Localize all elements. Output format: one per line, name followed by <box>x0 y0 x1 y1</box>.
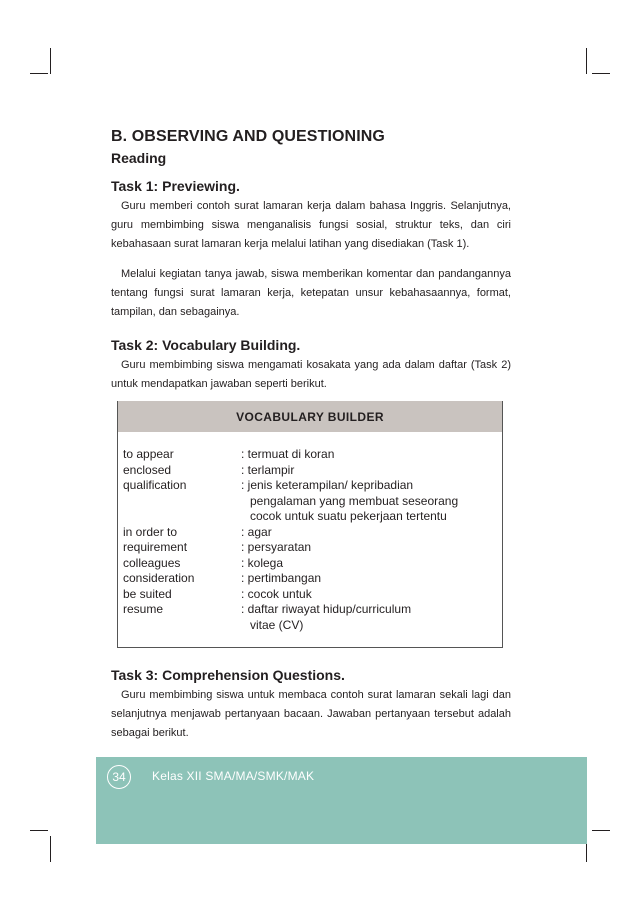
task1-paragraph1: Guru memberi contoh surat lamaran kerja dalam bahasa Inggris. Selanjutnya, guru membimbing siswa menganalisis fungsi sosial, struktur teks, dan ciri kebahasaan surat lamaran kerja melalui latihan yang disediakan (Task 1). <box>111 200 511 250</box>
vocab-definition-text: : daftar riwayat hidup/curriculum <box>241 602 412 616</box>
vocab-definition-text: : agar <box>241 524 272 539</box>
vocab-definition-continued: pengalaman yang membuat seseorang <box>250 493 459 508</box>
vocab-definition-continued: vitae (CV) <box>250 617 304 632</box>
vocab-definition <box>241 556 502 572</box>
task1-label: Task 1: <box>111 178 159 194</box>
task3-name: Comprehension Questions. <box>162 667 345 683</box>
vocab-definition-text: : kolega <box>241 555 284 570</box>
task1-paragraph2: Melalui kegiatan tanya jawab, siswa memberikan komentar dan pandangannya tentang fungsi surat lamaran kerja, ketepatan unsur kebahasaannya, format, tampilan, dan sebagainya. <box>111 268 511 318</box>
vocabulary-list <box>118 432 502 633</box>
vocab-definition <box>241 571 502 587</box>
vocab-row <box>118 463 502 479</box>
vocab-term: be suited <box>123 586 172 601</box>
vocab-definition-text: : jenis keterampilan/ kepribadian <box>241 478 414 492</box>
vocab-definition <box>241 463 502 479</box>
vocab-definition <box>241 540 502 556</box>
crop-mark <box>592 73 610 74</box>
section-title: B. OBSERVING AND QUESTIONING <box>111 128 385 145</box>
vocab-row <box>118 556 502 572</box>
vocab-term: requirement <box>123 540 188 554</box>
vocab-definition <box>241 525 502 541</box>
task1-heading <box>111 178 240 194</box>
crop-mark <box>50 836 51 862</box>
vocab-definition <box>241 478 502 525</box>
vocab-definition-text: : terlampir <box>241 462 295 477</box>
vocab-definition-text: : termuat di koran <box>241 447 335 461</box>
vocab-definition <box>241 447 502 463</box>
task3-paragraph: Guru membimbing siswa untuk membaca contoh surat lamaran sekali lagi dan selanjutnya menjawab pertanyaan bacaan. Jawaban pertanyaan tersebut adalah sebagai berikut. <box>111 689 511 739</box>
vocab-term: consideration <box>123 571 195 585</box>
crop-mark <box>30 73 48 74</box>
task3-heading <box>111 667 345 683</box>
vocab-definition <box>241 587 502 603</box>
vocab-term: colleagues <box>123 555 181 570</box>
task2-name: Vocabulary Building. <box>162 337 301 353</box>
task2-label: Task 2: <box>111 337 159 353</box>
vocab-row <box>118 602 502 633</box>
vocabulary-builder-box <box>117 401 503 648</box>
footer-text: Kelas XII SMA/MA/SMK/MAK <box>152 769 315 783</box>
vocab-term: enclosed <box>123 462 172 477</box>
vocab-definition-text: : cocok untuk <box>241 586 312 601</box>
vocab-term: resume <box>123 602 164 616</box>
vocab-row <box>118 571 502 587</box>
crop-mark <box>30 830 48 831</box>
vocab-term: in order to <box>123 524 178 539</box>
task3-label: Task 3: <box>111 667 159 683</box>
task2-heading <box>111 337 300 353</box>
vocab-definition-text: : pertimbangan <box>241 571 322 585</box>
page-number: 34 <box>107 765 131 789</box>
vocab-definition-continued: cocok untuk suatu pekerjaan tertentu <box>250 509 447 523</box>
crop-mark <box>586 48 587 74</box>
vocab-row <box>118 540 502 556</box>
vocab-row <box>118 587 502 603</box>
vocabulary-builder-heading: VOCABULARY BUILDER <box>118 401 502 432</box>
task1-name: Previewing. <box>162 178 240 194</box>
vocab-term: to appear <box>123 447 174 461</box>
vocab-definition <box>241 602 502 633</box>
vocab-term: qualification <box>123 478 187 492</box>
task2-paragraph: Guru membimbing siswa mengamati kosakata yang ada dalam daftar (Task 2) untuk mendapatkan jawaban seperti berikut. <box>111 359 511 390</box>
vocab-row <box>118 447 502 463</box>
subtitle: Reading <box>111 150 167 166</box>
vocab-row <box>118 478 502 525</box>
crop-mark <box>592 830 610 831</box>
crop-mark <box>50 48 51 74</box>
vocab-row <box>118 525 502 541</box>
page-footer <box>96 757 587 844</box>
vocab-definition-text: : persyaratan <box>241 540 312 554</box>
